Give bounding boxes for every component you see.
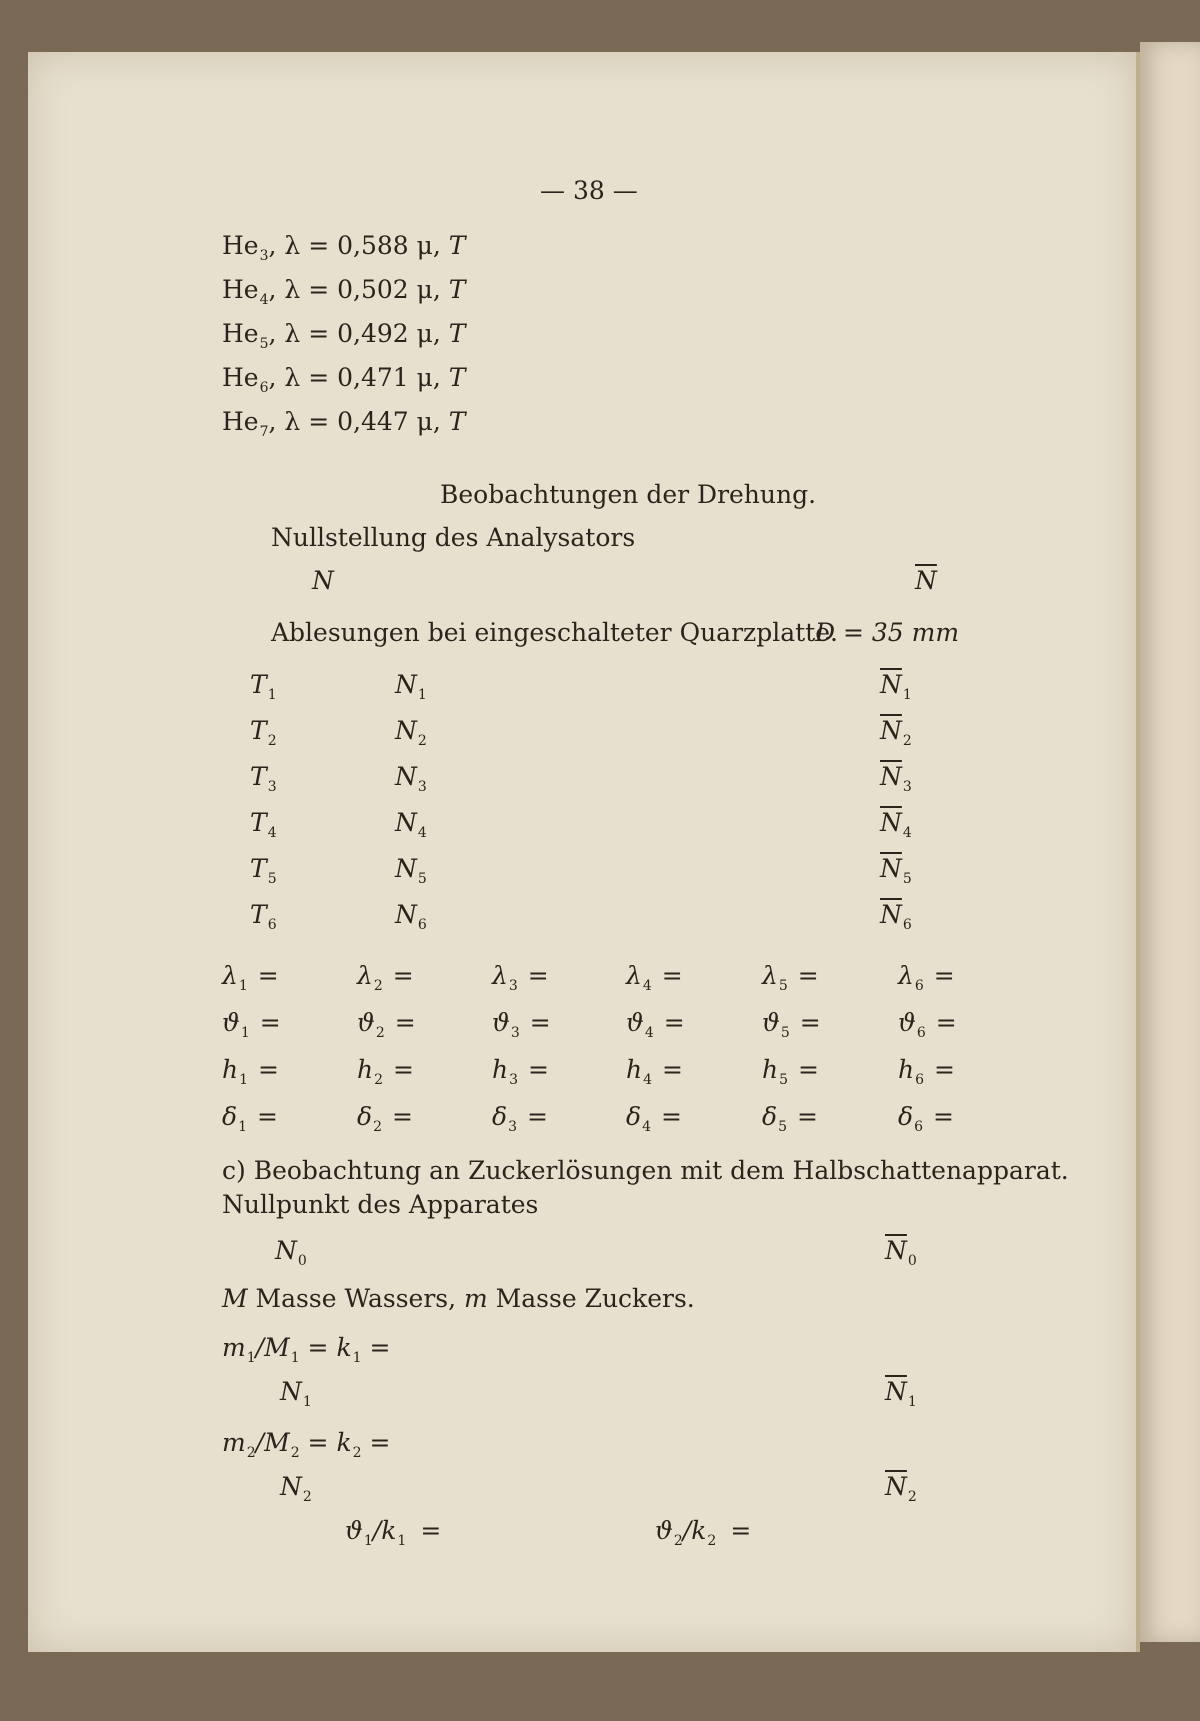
- t-sym: T: [250, 670, 267, 699]
- t-sym: T: [250, 900, 267, 929]
- theta-k-cell: [345, 1516, 442, 1549]
- grid-sub: 4: [643, 1072, 653, 1088]
- n-sym: N: [395, 854, 417, 883]
- grid-sub: 1: [238, 978, 248, 994]
- n-sub: 2: [417, 733, 427, 749]
- nullstellung-label: Nullstellung des Analysators: [271, 523, 636, 552]
- grid-equals: =: [527, 961, 549, 990]
- grid-equals: =: [933, 961, 955, 990]
- grid-sub: 1: [239, 1072, 249, 1088]
- n-cell: [395, 716, 427, 749]
- t-sub: 1: [267, 687, 277, 703]
- grid-symbol: ϑ: [357, 1008, 375, 1037]
- k-sub: 2: [707, 1533, 717, 1549]
- mm-sub: 1: [290, 1350, 300, 1366]
- grid-symbol: λ: [762, 961, 778, 990]
- nbar-cell: [880, 716, 912, 749]
- grid-cell: [492, 1008, 551, 1041]
- grid-sub: 3: [509, 1072, 519, 1088]
- grid-symbol: λ: [626, 961, 642, 990]
- n-sub: 2: [302, 1489, 312, 1505]
- ratio-n-right-bar: [885, 1377, 917, 1410]
- d-equation: D = 35 mm: [815, 618, 960, 647]
- grid-equals: =: [393, 1055, 414, 1084]
- grid-cell: [898, 1055, 955, 1088]
- he-equation: , λ = 0,588 μ,: [268, 231, 449, 260]
- grid-sub: 4: [642, 978, 652, 994]
- k-sym: k: [336, 1428, 352, 1457]
- he-sub: 6: [259, 380, 269, 396]
- he-label: He: [222, 231, 259, 260]
- grid-equals: =: [932, 1102, 954, 1131]
- book-page: [28, 52, 1140, 1652]
- grid-symbol: ϑ: [762, 1008, 780, 1037]
- nbar-cell: [880, 854, 912, 887]
- nbar-sub: 1: [907, 1394, 917, 1410]
- n-cell: [395, 808, 427, 841]
- he-t: T: [448, 407, 466, 436]
- grid-cell: [626, 961, 683, 994]
- grid-cell: [762, 1008, 821, 1041]
- grid-cell: [626, 1008, 685, 1041]
- grid-cell: [626, 1102, 682, 1135]
- grid-symbol: h: [898, 1055, 915, 1084]
- grid-equals: =: [799, 1008, 821, 1037]
- nbar-sub: 1: [902, 687, 912, 703]
- he-line: [222, 231, 466, 264]
- n-sub: 1: [302, 1394, 312, 1410]
- he-label: He: [222, 319, 259, 348]
- t-cell: [250, 670, 277, 703]
- grid-symbol: δ: [492, 1102, 508, 1131]
- t-sub: 5: [267, 871, 277, 887]
- eq-1: =: [299, 1428, 337, 1457]
- grid-symbol: δ: [626, 1102, 642, 1131]
- grid-symbol: ϑ: [492, 1008, 510, 1037]
- grid-cell: [222, 1102, 278, 1135]
- eq-1: =: [299, 1333, 337, 1362]
- grid-sub: 3: [508, 978, 518, 994]
- mm-sub: 2: [290, 1445, 300, 1461]
- grid-symbol: λ: [898, 961, 914, 990]
- grid-equals: =: [935, 1008, 957, 1037]
- ratio-n-left: [280, 1472, 312, 1505]
- eq-2: =: [361, 1333, 391, 1362]
- n-cell: [395, 670, 427, 703]
- nullpunkt-label: Nullpunkt des Apparates: [222, 1190, 539, 1219]
- nbar-sub: 5: [902, 871, 912, 887]
- masse-line: M Masse Wassers, m Masse Zuckers.: [222, 1284, 695, 1313]
- grid-symbol: ϑ: [626, 1008, 644, 1037]
- grid-equals: =: [256, 1102, 278, 1131]
- n-cell: [395, 762, 427, 795]
- grid-symbol: h: [222, 1055, 239, 1084]
- heading-drehung: Beobachtungen der Drehung.: [440, 480, 817, 509]
- grid-cell: [357, 961, 414, 994]
- grid-sub: 2: [374, 1072, 384, 1088]
- ratio-n-left: [280, 1377, 312, 1410]
- nbar-cell: [880, 808, 912, 841]
- k-sub: 1: [352, 1350, 362, 1366]
- k-sym: k: [336, 1333, 352, 1362]
- theta-sym: ϑ: [655, 1516, 673, 1545]
- ratio-line: [222, 1333, 391, 1366]
- grid-symbol: h: [626, 1055, 643, 1084]
- k-sub: 2: [352, 1445, 362, 1461]
- grid-symbol: λ: [492, 961, 508, 990]
- grid-symbol: δ: [898, 1102, 914, 1131]
- zucker-heading: c) Beobachtung an Zuckerlösungen mit dem Halbschattenapparat.: [222, 1156, 1069, 1185]
- grid-sub: 4: [644, 1025, 654, 1041]
- t-sym: T: [250, 716, 267, 745]
- page-number: — 38 —: [540, 176, 638, 205]
- grid-sub: 6: [914, 978, 924, 994]
- slash-mm: /: [255, 1428, 265, 1457]
- he-t: T: [448, 231, 466, 260]
- k-sub: 1: [397, 1533, 407, 1549]
- nbar-sub: 6: [902, 917, 912, 933]
- t-cell: [250, 808, 277, 841]
- nbar-sym: $\overline{N}$: [880, 670, 902, 699]
- nbar-sub: 3: [902, 779, 912, 795]
- nbar-sym: $\overline{N}$: [880, 762, 902, 791]
- grid-symbol: δ: [762, 1102, 778, 1131]
- grid-cell: [626, 1055, 683, 1088]
- he-equation: , λ = 0,471 μ,: [268, 363, 449, 392]
- n-sub: 1: [417, 687, 427, 703]
- nbar-cell: [880, 762, 912, 795]
- grid-equals: =: [259, 1008, 281, 1037]
- t-sub: 3: [267, 779, 277, 795]
- grid-symbol: ϑ: [222, 1008, 240, 1037]
- ratio-line: [222, 1428, 391, 1461]
- grid-equals: =: [798, 1055, 819, 1084]
- theta-sym: ϑ: [345, 1516, 363, 1545]
- grid-cell: [492, 961, 549, 994]
- n-cell: [395, 854, 427, 887]
- grid-cell: [762, 961, 819, 994]
- eq-2: =: [361, 1428, 391, 1457]
- nbar-sym: $\overline{N}$: [885, 1472, 907, 1501]
- slash-mm: /: [255, 1333, 265, 1362]
- grid-equals: =: [934, 1055, 955, 1084]
- t-cell: [250, 900, 277, 933]
- grid-equals: =: [528, 1055, 549, 1084]
- mm-sym: M: [264, 1333, 290, 1362]
- n-sym: N: [280, 1377, 302, 1406]
- t-sub: 6: [267, 917, 277, 933]
- he-line: [222, 319, 466, 352]
- n-left: N: [312, 566, 334, 595]
- grid-sub: 5: [778, 1119, 787, 1135]
- grid-cell: [492, 1055, 549, 1088]
- m-sym: m: [222, 1333, 246, 1362]
- t-cell: [250, 762, 277, 795]
- n-sub: 6: [417, 917, 427, 933]
- grid-equals: =: [391, 1102, 413, 1131]
- he-line: [222, 363, 466, 396]
- t-sym: T: [250, 854, 267, 883]
- grid-equals: =: [258, 1055, 279, 1084]
- grid-sub: 3: [508, 1119, 517, 1135]
- n-sym: N: [395, 670, 417, 699]
- grid-cell: [492, 1102, 548, 1135]
- he-sub: 4: [259, 292, 269, 308]
- n0-right-bar: $\overline{N}_0$: [885, 1236, 917, 1269]
- grid-sub: 2: [373, 978, 383, 994]
- grid-equals: =: [526, 1102, 548, 1131]
- next-page-edge: [1140, 42, 1200, 1642]
- he-equation: , λ = 0,447 μ,: [268, 407, 449, 436]
- he-line: [222, 407, 466, 440]
- grid-sub: 6: [916, 1025, 926, 1041]
- m-sub: 1: [246, 1350, 256, 1366]
- equals: =: [730, 1516, 752, 1545]
- t-cell: [250, 854, 277, 887]
- he-line: [222, 275, 466, 308]
- n-right-bar: $\overline{N}$: [915, 566, 937, 595]
- nbar-sym: $\overline{N}$: [880, 854, 902, 883]
- he-t: T: [448, 319, 466, 348]
- m-sym: m: [222, 1428, 246, 1457]
- he-t: T: [448, 275, 466, 304]
- grid-symbol: h: [492, 1055, 509, 1084]
- grid-symbol: h: [762, 1055, 779, 1084]
- he-label: He: [222, 275, 259, 304]
- grid-sub: 5: [780, 1025, 790, 1041]
- he-label: He: [222, 407, 259, 436]
- he-t: T: [448, 363, 466, 392]
- slash: /: [372, 1516, 382, 1545]
- ratio-n-right-bar: [885, 1472, 917, 1505]
- grid-symbol: δ: [222, 1102, 238, 1131]
- t-sym: T: [250, 808, 267, 837]
- mm-sym: M: [264, 1428, 290, 1457]
- grid-equals: =: [661, 961, 683, 990]
- grid-equals: =: [662, 1055, 683, 1084]
- grid-cell: [222, 1055, 279, 1088]
- he-label: He: [222, 363, 259, 392]
- n-sym: N: [395, 716, 417, 745]
- he-sub: 5: [259, 336, 269, 352]
- grid-equals: =: [663, 1008, 685, 1037]
- nbar-cell: [880, 670, 912, 703]
- grid-symbol: h: [357, 1055, 374, 1084]
- n-sub: 5: [417, 871, 427, 887]
- grid-sub: 5: [779, 1072, 789, 1088]
- grid-cell: [357, 1008, 416, 1041]
- grid-equals: =: [257, 961, 279, 990]
- n-sym: N: [395, 808, 417, 837]
- grid-equals: =: [394, 1008, 416, 1037]
- grid-symbol: δ: [357, 1102, 373, 1131]
- nbar-sub: 2: [902, 733, 912, 749]
- nbar-sym: $\overline{N}$: [880, 900, 902, 929]
- grid-symbol: ϑ: [898, 1008, 916, 1037]
- n-sym: N: [280, 1472, 302, 1501]
- k-sym: k: [691, 1516, 707, 1545]
- n-cell: [395, 900, 427, 933]
- grid-equals: =: [796, 1102, 818, 1131]
- ablesungen-label: Ablesungen bei eingeschalteter Quarzplatte.: [271, 618, 838, 647]
- t-sub: 2: [267, 733, 277, 749]
- n-sym: N: [395, 762, 417, 791]
- n-sub: 4: [417, 825, 427, 841]
- grid-cell: [898, 1102, 954, 1135]
- k-sym: k: [381, 1516, 397, 1545]
- grid-sub: 1: [238, 1119, 247, 1135]
- grid-cell: [222, 961, 279, 994]
- grid-cell: [898, 961, 955, 994]
- grid-cell: [762, 1055, 819, 1088]
- nbar-sym: $\overline{N}$: [880, 808, 902, 837]
- he-equation: , λ = 0,502 μ,: [268, 275, 449, 304]
- m-sub: 2: [246, 1445, 256, 1461]
- grid-cell: [357, 1055, 414, 1088]
- grid-cell: [762, 1102, 818, 1135]
- grid-symbol: λ: [357, 961, 373, 990]
- grid-symbol: λ: [222, 961, 238, 990]
- he-sub: 3: [259, 248, 269, 264]
- grid-cell: [898, 1008, 957, 1041]
- he-equation: , λ = 0,492 μ,: [268, 319, 449, 348]
- grid-sub: 2: [373, 1119, 382, 1135]
- he-sub: 7: [259, 424, 269, 440]
- grid-sub: 6: [915, 1072, 925, 1088]
- slash: /: [682, 1516, 692, 1545]
- t-sym: T: [250, 762, 267, 791]
- grid-sub: 3: [510, 1025, 520, 1041]
- theta-k-cell: [655, 1516, 752, 1549]
- grid-sub: 6: [914, 1119, 923, 1135]
- theta-sub: 2: [673, 1533, 683, 1549]
- nbar-sym: $\overline{N}$: [880, 716, 902, 745]
- grid-cell: [357, 1102, 413, 1135]
- grid-sub: 5: [778, 978, 788, 994]
- grid-equals: =: [660, 1102, 682, 1131]
- equals: =: [420, 1516, 442, 1545]
- n0-left: $N_0$: [275, 1236, 307, 1269]
- nbar-cell: [880, 900, 912, 933]
- grid-equals: =: [529, 1008, 551, 1037]
- nbar-sub: 4: [902, 825, 912, 841]
- n-sub: 3: [417, 779, 427, 795]
- grid-equals: =: [392, 961, 414, 990]
- grid-cell: [222, 1008, 281, 1041]
- grid-sub: 4: [642, 1119, 651, 1135]
- t-cell: [250, 716, 277, 749]
- nbar-sub: 2: [907, 1489, 917, 1505]
- t-sub: 4: [267, 825, 277, 841]
- theta-sub: 1: [363, 1533, 373, 1549]
- n-sym: N: [395, 900, 417, 929]
- grid-equals: =: [797, 961, 819, 990]
- nbar-sym: $\overline{N}$: [885, 1377, 907, 1406]
- grid-sub: 1: [240, 1025, 250, 1041]
- grid-sub: 2: [375, 1025, 385, 1041]
